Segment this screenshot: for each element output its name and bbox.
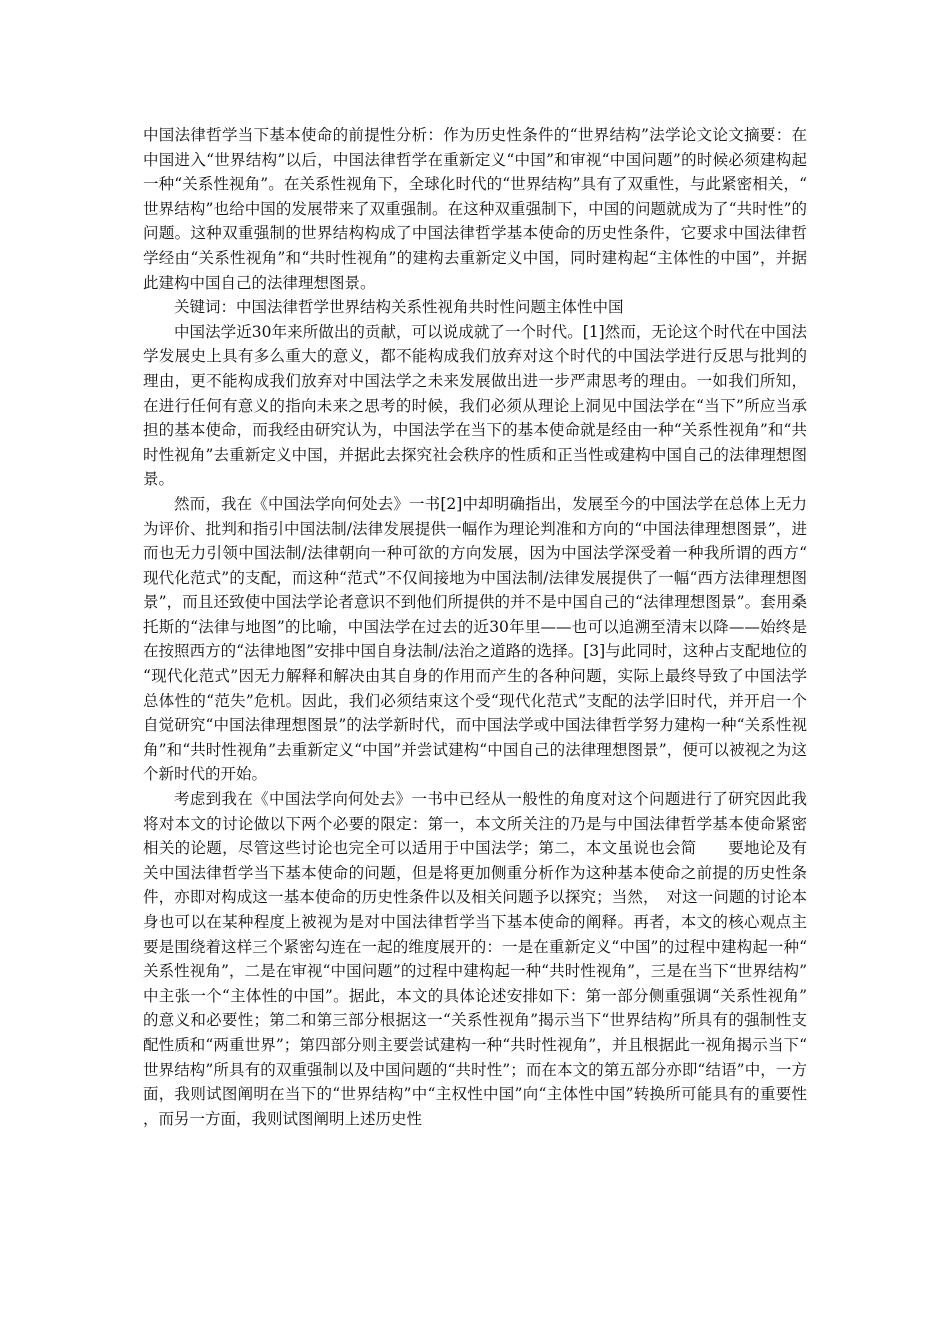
body-paragraph-1: 中国法学近30年来所做出的贡献，可以说成就了一个时代。[1]然而，无论这个时代在中国法学发展史上具有多么重大的意义，都不能构成我们放弃对这个时代的中国法学进行反思与批判的理由，更不能构成我们放弃对中国法学之未来发展做出进一步严肃思考的理由。一如我们所知，在进行任何有意义的指向未来之思考的时候，我们必须从理论上洞见中国法学在“当下”所应当承担的基本使命，而我经由研究认为，中国法学在当下的基本使命就是经由一种“关系性视角”和“共时性视角”去重新定义中国，并据此去探究社会秩序的性质和正当性或建构中国自己的法律理想图景。 [143,322,807,489]
document-body [143,123,807,1131]
keywords-paragraph: 关键词：中国法律哲学世界结构关系性视角共时性问题主体性中国 [174,298,624,317]
body-paragraph-3: 考虑到我在《中国法学向何处去》一书中已经从一般性的角度对这个问题进行了研究因此我将对本文的讨论做以下两个必要的限定：第一，本文所关注的乃是与中国法律哲学基本使命紧密相关的论题，尽管这些讨论也完全可以适用于中国法学；第二，本文虽说也会简 要地论及有关中国法律哲学当下基本使命的问题，但是将更加侧重分析作为这种基本使命之前提的历史性条件，亦即对构成这一基本使命的历史性条件以及相关问题予以探究；当然， 对这一问题的讨论本身也可以在某种程度上被视为是对中国法律哲学当下基本使命的阐释。再者，本文的核心观点主要是围绕着这样三个紧密勾连在一起的维度展开的：一是在重新定义“中国”的过程中建构起一种“关系性视角”，二是在审视“中国问题”的过程中建构起一种“共时性视角”，三是在当下“世界结构”中主张一个“主体性的中国”。据此，本文的具体论述安排如下：第一部分侧重强调“关系性视角”的意义和必要性；第二和第三部分根据这一“关系性视角”揭示当下“世界结构”所具有的强制性支配性质和“两重世界”；第四部分则主要尝试建构一种“共时性视角”，并且根据此一视角揭示当下“世界结构”所具有的双重强制以及中国问题的“共时性”；而在本文的第五部分亦即“结语”中，一方面，我则试图阐明在当下的“世界结构”中“主权性中国”向“主体性中国”转换所可能具有的重要性，而另一方面，我则试图阐明上述历史性 [143,790,807,1128]
title-abstract-paragraph: 中国法律哲学当下基本使命的前提性分析：作为历史性条件的“世界结构”法学论文论文摘要：在中国进入“世界结构”以后，中国法律哲学在重新定义“中国”和审视“中国问题”的时候必须建构起一种“关系性视角”。在关系性视角下，全球化时代的“世界结构”具有了双重性，与此紧密相关，“世界结构”也给中国的发展带来了双重强制。在这种双重强制下，中国的问题就成为了“共时性”的问题。这种双重强制的世界结构构成了中国法律哲学基本使命的历史性条件，它要求中国法律哲学经由“关系性视角”和“共时性视角”的建构去重新定义中国，同时建构起“主体性的中国”，并据此建构中国自己的法律理想图景。 [143,126,807,292]
body-paragraph-2: 然而，我在《中国法学向何处去》一书[2]中却明确指出，发展至今的中国法学在总体上无力为评价、批判和指引中国法制/法律发展提供一幅作为理论判准和方向的“中国法律理想图景”，进而也无力引领中国法制/法律朝向一种可欲的方向发展，因为中国法学深受着一种我所谓的西方“现代化范式”的支配，而这种“范式”不仅间接地为中国法制/法律发展提供了一幅“西方法律理想图景”，而且还致使中国法学论者意识不到他们所提供的并不是中国自己的“法律理想图景”。套用桑托斯的“法律与地图”的比喻，中国法学在过去的近30年里——也可以追溯至清末以降——始终是在按照西方的“法律地图”安排中国自身法制/法治之道路的选择。[3]与此同时，这种占支配地位的“现代化范式”因无力解释和解决由其自身的作用而产生的各种问题，实际上最终导致了中国法学总体性的“范失”危机。因此，我们必须结束这个受“现代化范式”支配的法学旧时代，并开启一个自觉研究“中国法律理想图景”的法学新时代，而中国法学或中国法律哲学努力建构一种“关系性视角”和“共时性视角”去重新定义“中国”并尝试建构“中国自己的法律理想图景”，便可以被视之为这个新时代的开始。 [143,494,807,784]
